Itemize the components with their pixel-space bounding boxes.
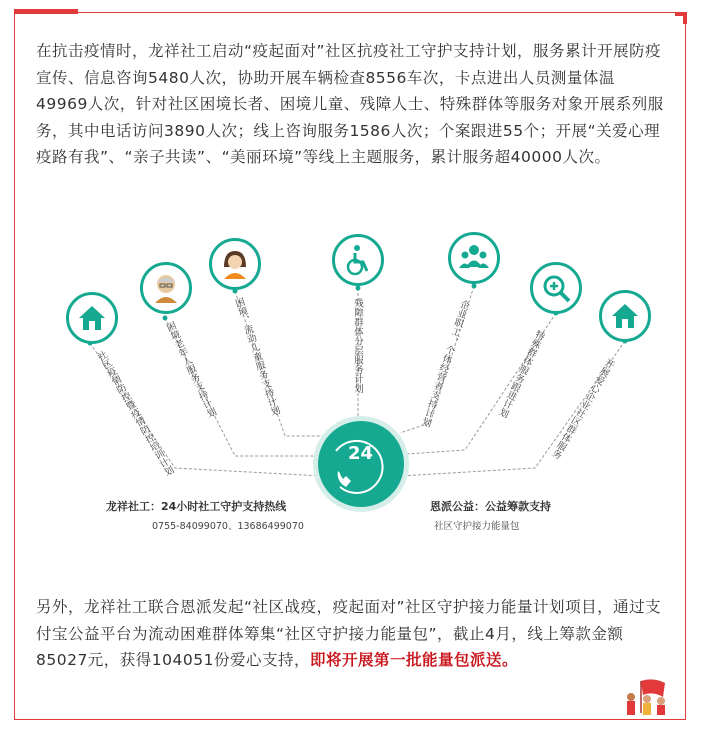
child-icon <box>209 238 261 290</box>
node-3-label: 困境、流动儿童服务支持计划 <box>232 296 281 418</box>
node-6-label: 特殊群体服务跟进计划 <box>495 328 546 419</box>
phone-24-icon <box>318 421 404 507</box>
search-plus-icon <box>530 262 582 314</box>
hotline-center-circle <box>313 416 409 512</box>
home-icon <box>66 292 118 344</box>
corner-decoration <box>675 12 687 24</box>
paragraph2-highlight: 即将开展第一批能量包派送。 <box>309 651 518 669</box>
paragraph2-text: 另外，龙祥社工联合恩派发起“社区战疫，疫起面对”社区守护接力能量计划项目，通过支付宝公益平台为流动困难群体筹集“社区守护接力能量包”，截止4月，线上筹款金额85027元，获得104051份爱心支持， <box>36 598 662 669</box>
center-number: 24 <box>348 443 374 464</box>
intro-paragraph: 在抗击疫情时，龙祥社工启动“疫起面对”社区抗疫社工守护支持计划，服务累计开展防疫宣传、信息咨询5480人次，协助开展车辆检查8556车次，卡点进出人员测量体温49969人次，针对社区困境长者、困境儿童、残障人士、特殊群体等服务对象开展系列服务，其中电话访问3890人次；线上咨询服务1586人次；个案跟进55个；开展“关爱心理 疫路有我”、“亲子共读”、“美丽环境”等线上主题服务，累计服务超40000人次。 <box>36 42 664 166</box>
group-icon <box>448 232 500 284</box>
fund-title: 恩派公益：公益筹款支持 <box>430 500 551 513</box>
flag-people-decoration <box>621 677 679 717</box>
node-2-label: 困境老年人服务支持计划 <box>163 320 218 420</box>
connector-2 <box>165 318 318 456</box>
elderly-icon <box>140 262 192 314</box>
hotline-title: 龙祥社工：24小时社工守护支持热线 <box>106 500 287 513</box>
service-diagram <box>60 228 650 550</box>
followup-paragraph <box>36 594 666 674</box>
node-4-label: 残障群体分层服务计划 <box>352 298 363 393</box>
hotline-numbers: 0755-84099070、13686499070 <box>152 521 304 532</box>
node-1-label: 社区疫情防控暨疫情防控培训计划 <box>94 349 175 479</box>
home-icon <box>599 290 651 342</box>
node-5-label: 企业职工、个体经营者支持计划 <box>418 298 471 428</box>
node-7-label: 开展爱心企业社区群体服务 <box>549 356 616 461</box>
fund-subtitle: 社区守护接力能量包 <box>434 521 520 532</box>
wheelchair-icon <box>332 234 384 286</box>
